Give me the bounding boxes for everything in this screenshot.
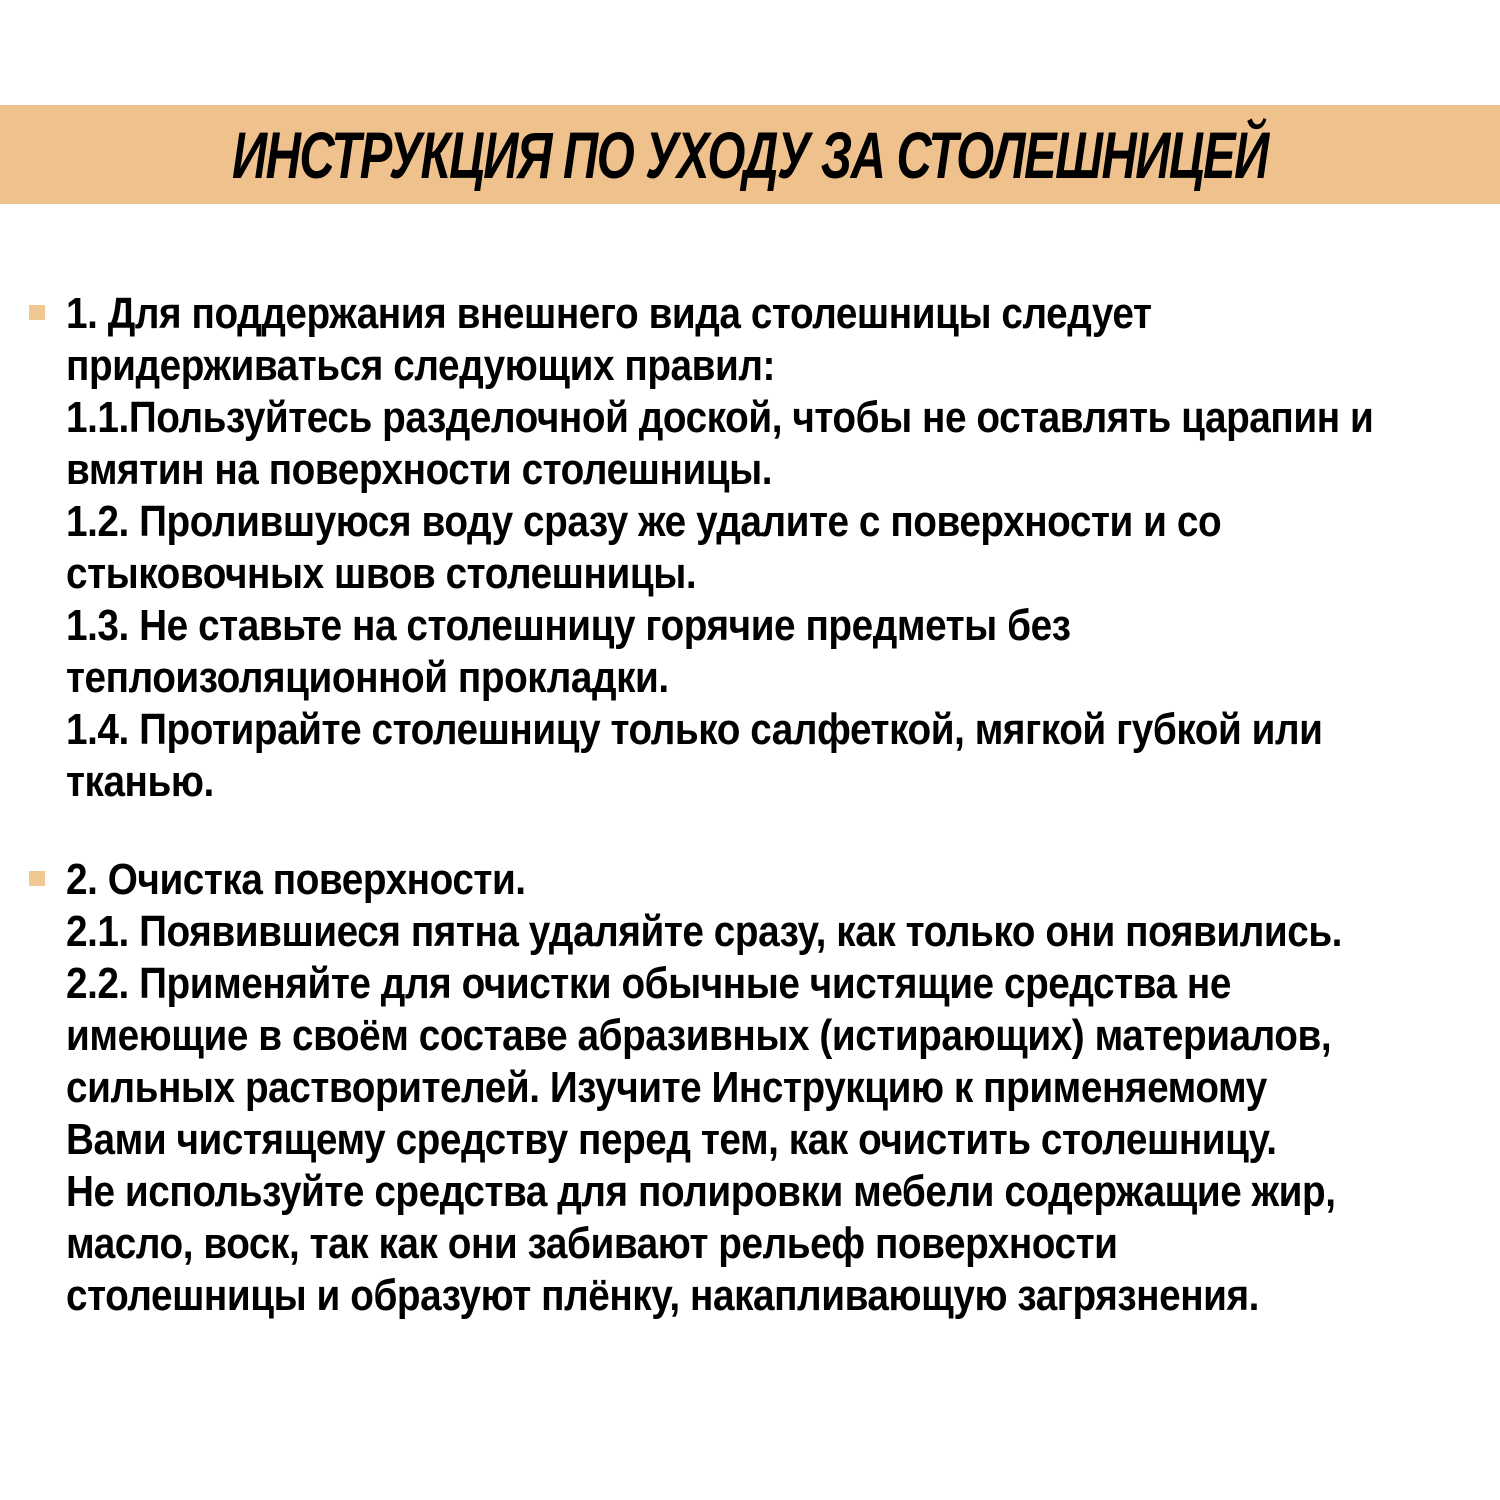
bullet-square-icon — [29, 871, 45, 886]
section-surface-cleaning — [66, 854, 1446, 1322]
text-line: 1.4. Протирайте столешницу только салфеткой, мягкой губкой или — [66, 705, 1323, 754]
text-line: вмятин на поверхности столешницы. — [66, 445, 773, 494]
text-line: теплоизоляционной прокладки. — [66, 653, 669, 702]
section-text — [66, 854, 1446, 1322]
text-line: 1.3. Не ставьте на столешницу горячие предметы без — [66, 601, 1071, 650]
text-line: Не используйте средства для полировки мебели содержащие жир, — [66, 1167, 1336, 1216]
text-line: Вами чистящему средству перед тем, как очистить столешницу. — [66, 1115, 1277, 1164]
text-line: придерживаться следующих правил: — [66, 341, 775, 390]
text-line: 1.1.Пользуйтесь разделочной доской, чтобы не оставлять царапин и — [66, 393, 1374, 442]
text-line: 1.2. Пролившуюся воду сразу же удалите с поверхности и со — [66, 497, 1222, 546]
text-line: 2.1. Появившиеся пятна удаляйте сразу, как только они появились. — [66, 907, 1342, 956]
content — [66, 288, 1446, 1322]
text-line: имеющие в своём составе абразивных (истирающих) материалов, — [66, 1011, 1332, 1060]
text-line: столешницы и образуют плёнку, накапливающую загрязнения. — [66, 1271, 1259, 1320]
text-line: 2.2. Применяйте для очистки обычные чистящие средства не — [66, 959, 1231, 1008]
bullet-square-icon — [29, 305, 45, 320]
page-title: ИНСТРУКЦИЯ ПО УХОДУ ЗА СТОЛЕШНИЦЕЙ — [232, 117, 1268, 192]
text-line: стыковочных швов столешницы. — [66, 549, 697, 598]
section-text — [66, 288, 1446, 808]
text-line: 2. Очистка поверхности. — [66, 855, 526, 904]
text-line: 1. Для поддержания внешнего вида столешницы следует — [66, 289, 1152, 338]
text-line: сильных растворителей. Изучите Инструкцию к применяемому — [66, 1063, 1267, 1112]
text-line: масло, воск, так как они забивают рельеф поверхности — [66, 1219, 1118, 1268]
title-band — [0, 105, 1500, 204]
text-line: тканью. — [66, 757, 214, 806]
section-care-rules — [66, 288, 1446, 808]
